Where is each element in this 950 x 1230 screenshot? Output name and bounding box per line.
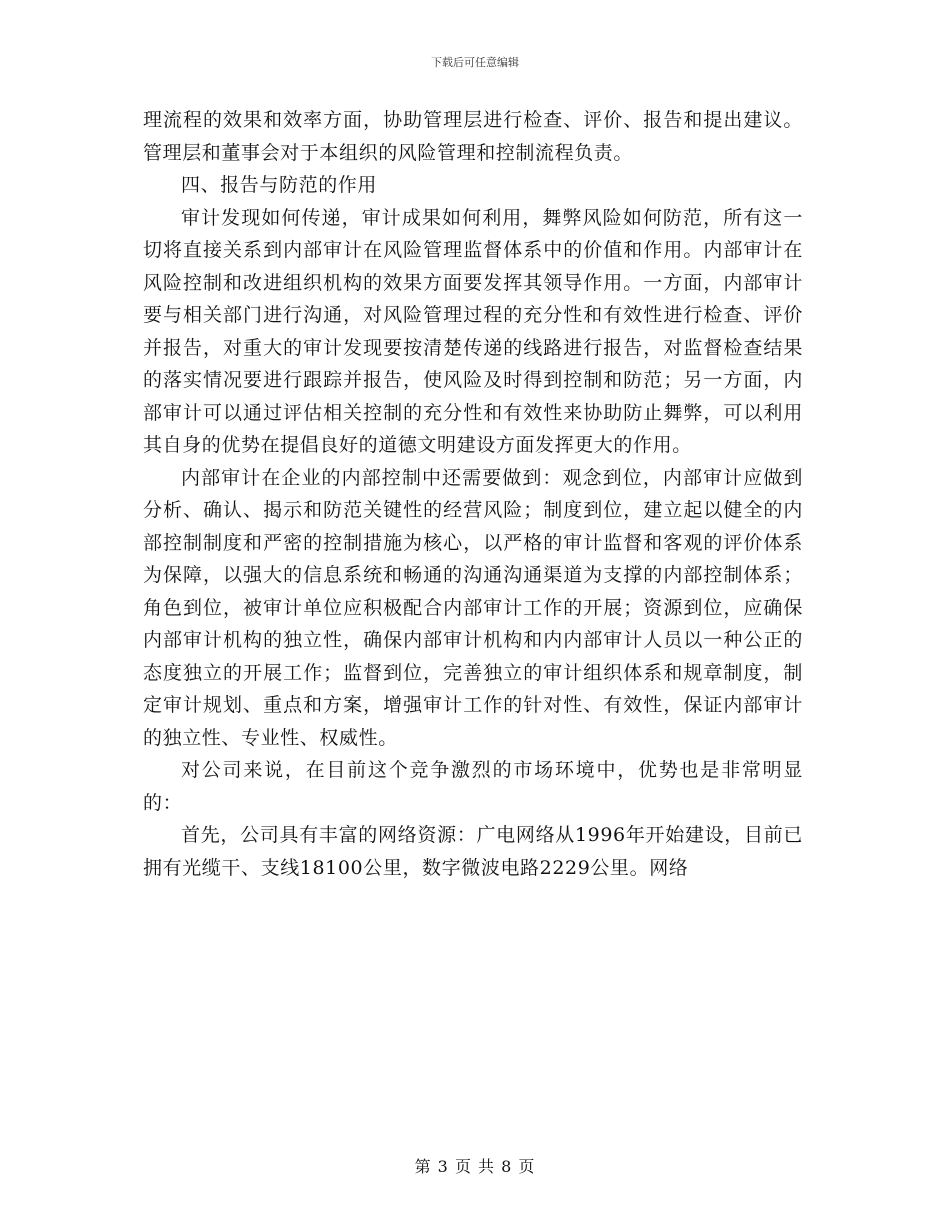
page-header-note: 下载后可任意编辑 [431, 56, 519, 69]
paragraph-report-prevention: 审计发现如何传递，审计成果如何利用，舞弊风险如何防范，所有这一切将直接关系到内部审计在风险管理监督体系中的价值和作用。内部审计在风险控制和改进组织机构的效果方面要发挥其领导作用。一方面，内部审计要与相关部门进行沟通，对风险管理过程的充分性和有效性进行检查、评价并报告，对重大的审计发现要按清楚传递的线路进行报告，对监督检查结果的落实情况要进行跟踪并报告，使风险及时得到控制和防范；另一方面，内部审计可以通过评估相关控制的充分性和有效性来协助防止舞弊，可以利用其自身的优势在提倡良好的道德文明建设方面发挥更大的作用。 [143, 206, 803, 456]
paragraph-company-advantage: 对公司来说，在目前这个竞争激烈的市场环境中，优势也是非常明显的： [143, 759, 803, 814]
paragraph-internal-control: 内部审计在企业的内部控制中还需要做到：观念到位，内部审计应做到分析、确认、揭示和防范关键性的经营风险；制度到位，建立起以健全的内部控制制度和严密的控制措施为核心，以严格的审计监督和客观的评价体系为保障，以强大的信息系统和畅通的沟通沟通渠道为支撑的内部控制体系；角色到位，被审计单位应积极配合内部审计工作的开展；资源到位，应确保内部审计机构的独立性，确保内部审计机构和内内部审计人员以一种公正的态度独立的开展工作；监督到位，完善独立的审计组织体系和规章制度，制定审计规划、重点和方案，增强审计工作的针对性、有效性，保证内部审计的独立性、专业性、权威性。 [143, 466, 803, 749]
page-number: 第 3 页 共 8 页 [414, 1157, 536, 1176]
section-heading: 四、报告与防范的作用 [181, 174, 378, 196]
document-body [143, 104, 803, 884]
paragraph-continuation: 理流程的效果和效率方面，协助管理层进行检查、评价、报告和提出建议。管理层和董事会对于本组织的风险管理和控制流程负责。 [143, 109, 803, 164]
paragraph-network-resources: 首先，公司具有丰富的网络资源：广电网络从1996年开始建设，目前已拥有光缆干、支线18100公里，数字微波电路2229公里。网络 [143, 824, 803, 879]
